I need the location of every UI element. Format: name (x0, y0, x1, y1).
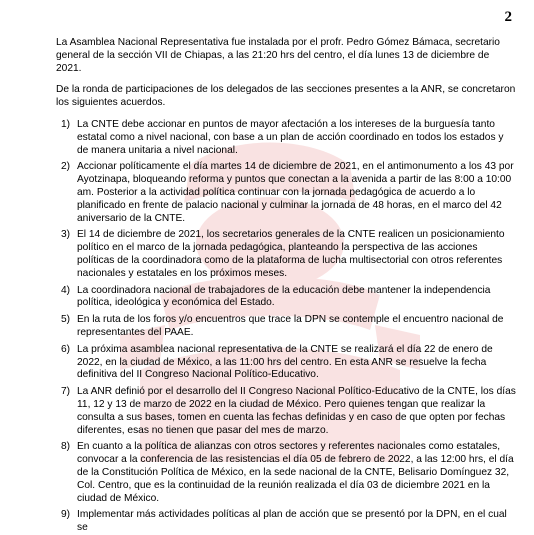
list-item (56, 441, 516, 505)
item-text: Implementar más actividades políticas al plan de acción que se presentó por la DPN, en el cual se (77, 509, 507, 534)
lead-paragraph: De la ronda de participaciones de los delegados de las secciones presentes a la ANR, se concretaron los siguientes acuerdos. (56, 84, 516, 109)
item-number: 2) (60, 161, 70, 173)
item-text: La CNTE debe accionar en puntos de mayor afectación a los intereses de la burguesía tanto estatal como a nivel nacional, con base a un plan de acción coordinado en todos los estados y de manera unitaria a nivel nacional. (77, 118, 504, 156)
list-item (56, 119, 516, 157)
item-text: El 14 de diciembre de 2021, los secretarios generales de la CNTE realicen un posicionamiento político en el marco de la jornada pedagógica, planteando la perspectiva de las acciones políticas de la coordinadora como de la plataforma de lucha multisectorial con otros referentes nacionales y estatales en los próximos meses. (77, 229, 505, 279)
item-number: 1) (60, 118, 70, 130)
item-number: 5) (60, 314, 70, 326)
item-text: En cuanto a la política de alianzas con otros sectores y referentes nacionales como estatales, convocar a la conferencia de las resistencias el día 05 de febrero de 2022, a las 12:00 hrs, el día de la Constitución Política de México, en la sede nacional de la CNTE, Belisario Domínguez 32, Col. Centro, que es la continuidad de la reunión realizada el día 03 de diciembre 2021 en la ciudad de México. (77, 441, 514, 504)
item-number: 7) (60, 386, 70, 398)
item-number: 8) (60, 441, 70, 453)
agreements-list (56, 118, 516, 534)
list-item (56, 285, 516, 311)
list-item (56, 509, 516, 534)
item-number: 3) (60, 229, 70, 241)
item-text: La próxima asamblea nacional representativa de la CNTE se realizará el día 22 de enero de 2022, en la ciudad de México, a las 11:00 hrs del centro. En esta ANR se resuelve la fecha definitiva del II Congreso Nacional Político-Educativo. (77, 343, 493, 381)
list-item (56, 314, 516, 340)
page-number: 2 (504, 9, 512, 25)
list-item (56, 229, 516, 280)
item-text: La coordinadora nacional de trabajadores de la educación debe mantener la independencia política, ideológica y económica del Estado. (77, 284, 491, 309)
item-text: La ANR definió por el desarrollo del II Congreso Nacional Político-Educativo de la CNTE, los días 11, 12 y 13 de marzo de 2022 en la ciudad de México. Pero quienes tengan que realizar la consulta a sus bases, tomen en cuenta las fechas definidas y en caso de que opten por fechas diferentes, esas no tienen que pasar del mes de marzo. (77, 386, 516, 436)
item-number: 6) (60, 343, 70, 355)
item-number: 9) (60, 509, 70, 521)
list-item (56, 161, 516, 225)
intro-paragraph: La Asamblea Nacional Representativa fue instalada por el profr. Pedro Gómez Bámaca, secretario general de la sección VII de Chiapas, a las 21:20 hrs del centro, el día lunes 13 de diciembre de 2021. (56, 37, 500, 74)
list-item (56, 344, 516, 382)
list-item (56, 386, 516, 437)
item-text: En la ruta de los foros y/o encuentros que trace la DPN se contemple el encuentro nacional de representantes del PAAE. (77, 314, 504, 338)
item-text: Accionar políticamente el día martes 14 de diciembre de 2021, en el antimonumento a los 43 por Ayotzinapa, bloqueando reforma y puntos que conectan a la avenida a partir de las 8:00 a 10:00 am. Posterior a la actividad política continuar con la jornada pedagógica de acuerdo a lo planificado en frente de palacio nacional y culminar la jornada de 48 horas, en el marco del 42 aniversario de la CNTE. (77, 161, 514, 224)
document-body (56, 37, 516, 534)
item-number: 4) (60, 284, 70, 296)
